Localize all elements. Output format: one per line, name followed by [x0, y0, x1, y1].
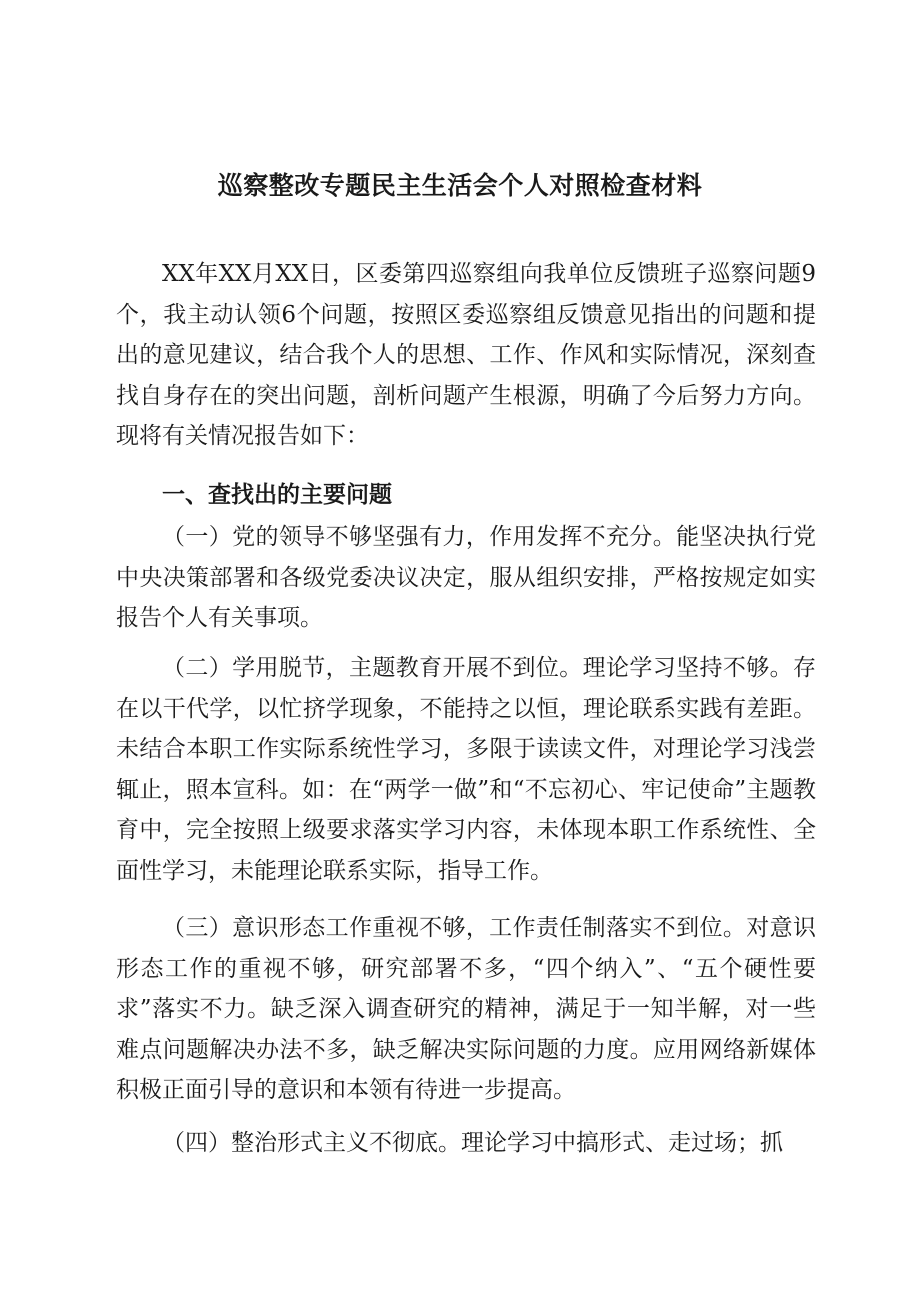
problem-paragraph-1: （一）党的领导不够坚强有力，作用发挥不充分。能坚决执行党中央决策部署和各级党委决议决定，服从组织安排，严格按规定如实报告个人有关事项。: [116, 524, 816, 631]
problem-paragraph-2: （二）学用脱节，主题教育开展不到位。理论学习坚持不够。存在以干代学，以忙挤学现象，不能持之以恒，理论联系实践有差距。未结合本职工作实际系统性学习，多限于读读文件，对理论学习浅尝辄止，照本宣科。如：在“两学一做”和“不忘初心、牢记使命”主题教育中，完全按照上级要求落实学习内容，未体现本职工作系统性、全面性学习，未能理论联系实际，指导工作。: [116, 655, 816, 884]
document-title: 巡察整改专题民主生活会个人对照检查材料: [217, 171, 703, 200]
problem-paragraph-4: （四）整治形式主义不彻底。理论学习中搞形式、走过场；抓: [162, 1130, 783, 1156]
section-heading-problems: 一、查找出的主要问题: [162, 482, 392, 508]
problem-paragraph-3: （三）意识形态工作重视不够，工作责任制落实不到位。对意识形态工作的重视不够，研究部署不多，“四个纳入”、“五个硬性要求”落实不力。缺乏深入调查研究的精神，满足于一知半解，对一些难点问题解决办法不多，缺乏解决实际问题的力度。应用网络新媒体积极正面引导的意识和本领有待进一步提高。: [116, 915, 816, 1103]
intro-paragraph: XX年XX月XX日，区委第四巡察组向我单位反馈班子巡察问题9个，我主动认领6个问题，按照区委巡察组反馈意见指出的问题和提出的意见建议，结合我个人的思想、工作、作风和实际情况，深刻查找自身存在的突出问题，剖析问题产生根源，明确了今后努力方向。现将有关情况报告如下：: [116, 261, 816, 449]
